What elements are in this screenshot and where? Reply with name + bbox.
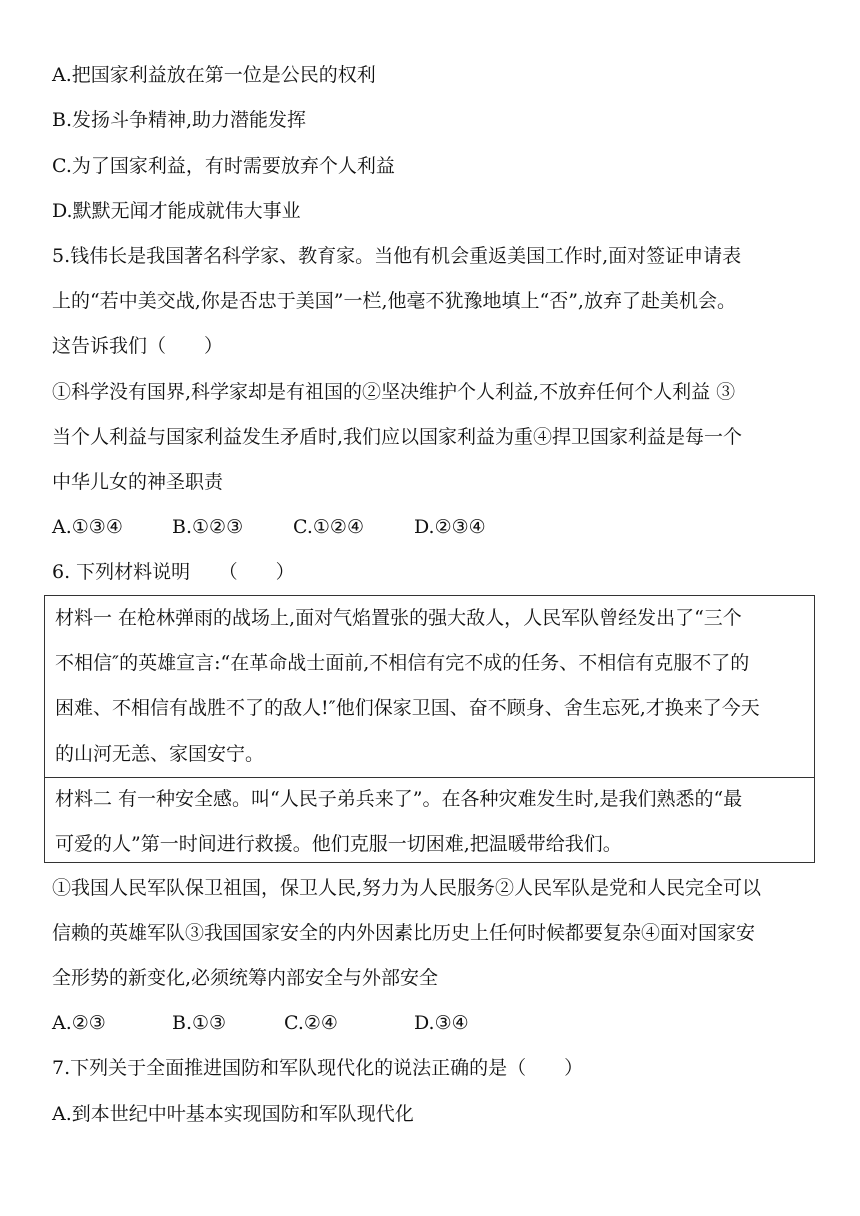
q5-statements-line-2: 当个人利益与国家利益发生矛盾时,我们应以国家利益为重④捍卫国家利益是每一个 (52, 426, 743, 448)
q6-material-divider (44, 777, 815, 778)
q6-material1-line-3: 困难、不相信有战胜不了的敌人!″他们保家卫国、奋不顾身、舍生忘死,才换来了今天 (55, 697, 760, 719)
q5-choice-c[interactable]: C.①②④ (293, 516, 364, 538)
q4-option-b: B.发扬斗争精神,助力潜能发挥 (52, 109, 307, 131)
q6-choice-a[interactable]: A.②③ (52, 1012, 106, 1034)
q6-statements-line-3: 全形势的新变化,必须统筹内部安全与外部安全 (52, 967, 439, 989)
q6-choice-b[interactable]: B.①③ (172, 1012, 227, 1034)
q5-stem-line-1: 5.钱伟长是我国著名科学家、教育家。当他有机会重返美国工作时,面对签证申请表 (52, 245, 742, 267)
q5-statements-line-1: ①科学没有国界,科学家却是有祖国的②坚决维护个人利益,不放弃任何个人利益 ③ (52, 381, 736, 403)
q6-choice-d[interactable]: D.③④ (414, 1012, 469, 1034)
q7-stem: 7.下列关于全面推进国防和军队现代化的说法正确的是（ ） (52, 1057, 584, 1079)
q5-stem-line-3: 这告诉我们（ ） (52, 335, 224, 357)
q6-material2-line-1: 材料二 有一种安全感。叫“人民子弟兵来了”。在各种灾难发生时,是我们熟悉的“最 (55, 788, 743, 810)
q6-material2-line-2: 可爱的人”第一时间进行救援。他们克服一切困难,把温暖带给我们。 (55, 833, 622, 855)
q6-material1-line-2: 不相信″的英雄宣言:“在革命战士面前,不相信有完不成的任务、不相信有克服不了的 (55, 652, 750, 674)
q5-choice-d[interactable]: D.②③④ (414, 516, 486, 538)
q6-material1-line-4: 的山河无恙、家国安宁。 (55, 743, 265, 765)
q6-choice-c[interactable]: C.②④ (284, 1012, 338, 1034)
q5-statements-line-3: 中华儿女的神圣职责 (52, 471, 224, 493)
q5-choice-a[interactable]: A.①③④ (52, 516, 123, 538)
q7-option-a: A.到本世纪中叶基本实现国防和军队现代化 (52, 1103, 414, 1125)
q6-material1-line-1: 材料一 在枪林弹雨的战场上,面对气焰置张的强大敌人，人民军队曾经发出了“三个 (55, 607, 742, 629)
q4-option-d: D.默默无闻才能成就伟大事业 (52, 200, 301, 222)
q4-option-a: A.把国家利益放在第一位是公民的权利 (52, 64, 376, 86)
q6-stem: 6. 下列材料说明 （ ） (52, 561, 295, 583)
q4-option-c: C.为了国家利益，有时需要放弃个人利益 (52, 155, 395, 177)
q5-stem-line-2: 上的“若中美交战,你是否忠于美国”一栏,他毫不犹豫地填上“否”,放弃了赴美机会。 (52, 290, 736, 312)
q6-statements-line-1: ①我国人民军队保卫祖国，保卫人民,努力为人民服务②人民军队是党和人民完全可以 (52, 877, 762, 899)
q6-material-box (44, 595, 815, 863)
q6-statements-line-2: 信赖的英雄军队③我国国家安全的内外因素比历史上任何时候都要复杂④面对国家安 (52, 922, 756, 944)
q5-choice-b[interactable]: B.①②③ (172, 516, 244, 538)
